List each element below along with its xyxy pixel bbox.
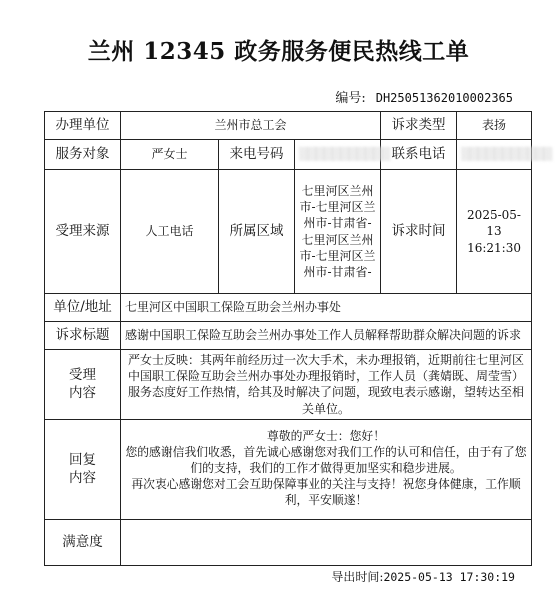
type-label: 诉求类型: [381, 112, 457, 140]
document-title: 兰州 12345 政务服务便民热线工单: [87, 38, 470, 65]
handler-value: 兰州市总工会: [121, 112, 381, 140]
satisfaction-label: 满意度: [45, 519, 121, 565]
reply-paragraph-2: 再次衷心感谢您对工会互助保障事业的关注与支持！祝您身体健康，工作顺利，平安顺遂！: [131, 477, 521, 508]
caller-redacted: ▒▒▒▒▒▒▒▒▒▒▒: [299, 147, 390, 162]
source-value: 人工电话: [121, 170, 219, 294]
accept-value: 严女士反映：其两年前经历过一次大手术，未办理报销，近期前往七里河区中国职工保险互助会兰州办事处办理报销时，工作人员（龚婧既、周莹雪）服务态度好工作热情，给其及时解决了问题，现致电表示感谢，望转达至相关单位。: [121, 350, 532, 420]
area-label: 所属区域: [219, 170, 295, 294]
area-value: 七里河区兰州市-七里河区兰州市-甘肃省-七里河区兰州市-七里河区兰州市-甘肃省-: [295, 170, 381, 294]
time-clock: 16:21:30: [467, 240, 521, 255]
accept-label-line2: 内容: [69, 385, 96, 402]
row-source: [45, 170, 532, 294]
row-reply: [45, 419, 532, 519]
accept-label-line1: 受理: [69, 367, 96, 384]
accept-label: [45, 350, 121, 420]
address-value: 七里河区中国职工保险互助会兰州办事处: [121, 294, 532, 322]
phone-label: 联系电话: [381, 140, 457, 170]
row-subject: [45, 322, 532, 350]
export-value: 2025-05-13 17:30:19: [383, 570, 515, 584]
reply-value: [121, 419, 532, 519]
work-order-table: [44, 111, 552, 566]
phone-value: [457, 140, 552, 170]
source-label: 受理来源: [45, 170, 121, 294]
time-date: 2025-05-13: [467, 208, 521, 239]
serial-value: DH25051362010002365: [375, 91, 513, 105]
subject-value: 感谢中国职工保险互助会兰州办事处工作人员解释帮助群众解决问题的诉求: [121, 322, 532, 350]
address-label: 单位/地址: [45, 294, 121, 322]
caller-label: 来电号码: [219, 140, 295, 170]
reply-paragraph-1: 您的感谢信我们收悉，首先诚心感谢您对我们工作的认可和信任，由于有了您们的支持，我们的工作才做得更加坚实和稳步进展。: [125, 445, 527, 476]
reply-label-line2: 内容: [69, 470, 96, 487]
row-target: [45, 140, 532, 170]
row-accept: [45, 350, 532, 420]
phone-redacted: ▒▒▒▒▒▒▒▒▒▒▒: [461, 147, 552, 162]
time-value: [457, 170, 532, 294]
satisfaction-value: [121, 519, 532, 565]
reply-label: [45, 419, 121, 519]
export-label: 导出时间:: [331, 570, 384, 584]
export-time: [331, 568, 515, 585]
target-value: 严女士: [121, 140, 219, 170]
time-label: 诉求时间: [381, 170, 457, 294]
serial-number: [335, 87, 513, 106]
type-value: 表扬: [457, 112, 532, 140]
subject-label: 诉求标题: [45, 322, 121, 350]
caller-value: [295, 140, 390, 170]
row-address: [45, 294, 532, 322]
row-satisfaction: [45, 519, 532, 565]
reply-greeting: 尊敬的严女士：您好！: [267, 429, 385, 444]
row-handler: [45, 112, 532, 140]
handler-label: 办理单位: [45, 112, 121, 140]
target-label: 服务对象: [45, 140, 121, 170]
reply-label-line1: 回复: [69, 452, 96, 469]
serial-label: 编号:: [335, 91, 366, 106]
